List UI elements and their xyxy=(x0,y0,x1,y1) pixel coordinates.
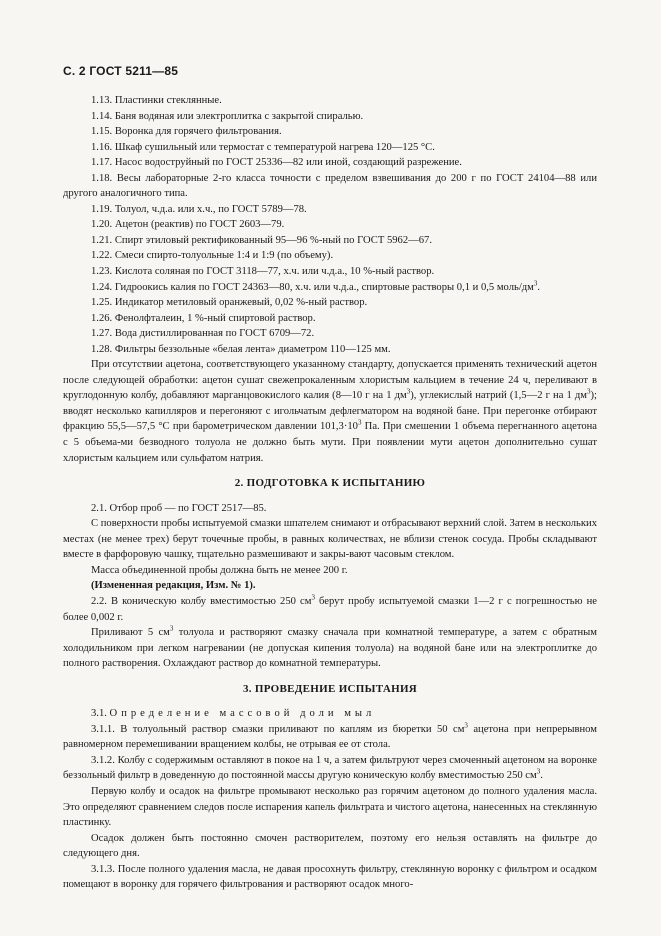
paragraph: 2.1. Отбор проб — по ГОСТ 2517—85. xyxy=(91,502,267,514)
list-item: 1.18. Весы лабораторные 2-го класса точности с пределом взвешивания до 200 г по ГОСТ 24104—88 или другого аналогичного типа. xyxy=(63,172,597,200)
section-title: 2. ПОДГОТОВКА К ИСПЫТАНИЮ xyxy=(234,477,426,490)
list-item: 1.27. Вода дистиллированная по ГОСТ 6709—72. xyxy=(91,328,315,340)
list-item: 1.13. Пластинки стеклянные. xyxy=(91,95,222,106)
list-item: 1.16. Шкаф сушильный или термостат с температурой нагрева 120—125 °С. xyxy=(91,141,435,153)
paragraph-acetone: При отсутствии ацетона, соответствующего указанному стандарту, допускается применять технический ацетон после следующей обработки: ацетон сушат свежепрокаленным хлористым кальцием в течение 24 ч, переливают в круглодонную колбу, добавляют марганцовокислого калия (8—10 г на 1 $дм^3$), углекислый натрий (1,5—2 г на 1 $дм^3$); вводят несколько капилляров и перегоняют с игольчатым дефлегматором на водяной бане. При перегонке отбирают фракцию 55,5—57,5 °С при барометрическом давлении $101,3\cdot 10^3$ Па. При смешении 1 объема перегнанного ацетона с 5 объема-ми безводного толуола не должно быть мути. При появлении мути ацетон дополнительно сушат хлористым кальцием или сульфатом натрия. xyxy=(63,359,597,464)
page-header: С. 2 ГОСТ 5211—85 xyxy=(63,64,179,78)
paragraph: 3.1.2. Колбу с содержимым оставляют в покое на 1 ч, а затем фильтруют через смоченный ацетоном на воронке беззольный фильтр в доведенную до постоянной массы другую коническую колбу вместимостью 250 $см^3$. xyxy=(63,754,597,782)
paragraph: 3.1.3. После полного удаления масла, не давая просохнуть фильтру, стеклянную воронку с фильтром и осадком помещают в воронку для горячего фильтрования и растворяют осадок много- xyxy=(63,863,597,891)
document-body xyxy=(63,93,597,893)
list-item: 1.25. Индикатор метиловый оранжевый, 0,02 %-ный раствор. xyxy=(91,297,368,309)
list-item: 1.23. Кислота соляная по ГОСТ 3118—77, х.ч. или ч.д.а., 10 %-ный раствор. xyxy=(91,266,435,278)
list-item: 1.24. Гидроокись калия по ГОСТ 24363—80, х.ч. или ч.д.а., спиртовые растворы 0,1 и 0,5 моль/$дм^3$. xyxy=(91,279,541,293)
paragraph: 2.2. В коническую колбу вместимостью 250 $см^3$ берут пробу испытуемой смазки 1—2 г с погрешностью не более 0,002 г. xyxy=(63,593,597,623)
list-item: 1.21. Спирт этиловый ректификованный 95—96 %-ный по ГОСТ 5962—67. xyxy=(91,234,432,246)
list-item: 1.14. Баня водяная или электроплитка с закрытой спиралью. xyxy=(91,110,364,122)
list-item: 1.28. Фильтры беззольные «белая лента» диаметром 110—125 мм. xyxy=(91,343,391,355)
list-item: 1.22. Смеси спирто-толуольные 1:4 и 1:9 (по объему). xyxy=(91,250,334,262)
list-item: 1.19. Толуол, ч.д.а. или х.ч., по ГОСТ 5789—78. xyxy=(91,203,307,215)
paragraph: Масса объединенной пробы должна быть не менее 200 г. xyxy=(91,564,348,576)
edit-note: (Измененная редакция, Изм. № 1). xyxy=(91,580,256,592)
subsection-title: 3.1. Определение массовой доли мыл xyxy=(91,708,376,720)
paragraph: 3.1.1. В толуольный раствор смазки приливают по каплям из бюретки 50 $см^3$ ацетона при непрерывном равномерном перемешивании вращением колбы, не отрывая ее от стола. xyxy=(63,721,597,751)
list-item: 1.15. Воронка для горячего фильтрования. xyxy=(91,126,282,138)
paragraph: С поверхности пробы испытуемой смазки шпателем снимают и отбрасывают верхний слой. Затем в нескольких местах (не менее трех) берут точечные пробы, в равных количествах, не вблизи стенок сосуда. Пробы складывают вместе в фарфоровую чашку, тщательно размешивают и закры-вают часовым стеклом. xyxy=(63,518,597,561)
list-item: 1.20. Ацетон (реактив) по ГОСТ 2603—79. xyxy=(91,219,285,231)
paragraph: Приливают 5 $см^3$ толуола и растворяют смазку сначала при комнатной температуре, а затем с обратным холодильником при легком нагревании (не допуская кипения толуола) на водяной бане или на электроплитке до полного растворения. Охлаждают раствор до комнатной температуры. xyxy=(63,624,597,670)
list-item: 1.26. Фенолфталеин, 1 %-ный спиртовой раствор. xyxy=(91,312,316,324)
paragraph: Осадок должен быть постоянно смочен растворителем, поэтому его нельзя оставлять на фильтре до следующего дня. xyxy=(63,832,597,860)
section-title: 3. ПРОВЕДЕНИЕ ИСПЫТАНИЯ xyxy=(242,682,418,695)
list-item: 1.17. Насос водоструйный по ГОСТ 25336—82 или иной, создающий разрежение. xyxy=(91,157,462,169)
paragraph: Первую колбу и осадок на фильтре промывают несколько раз горячим ацетоном до полного удаления масла. Это определяют сравнением следов после испарения капель фильтрата и чистого ацетона, нанесенных на стеклянную пластинку. xyxy=(63,785,597,829)
